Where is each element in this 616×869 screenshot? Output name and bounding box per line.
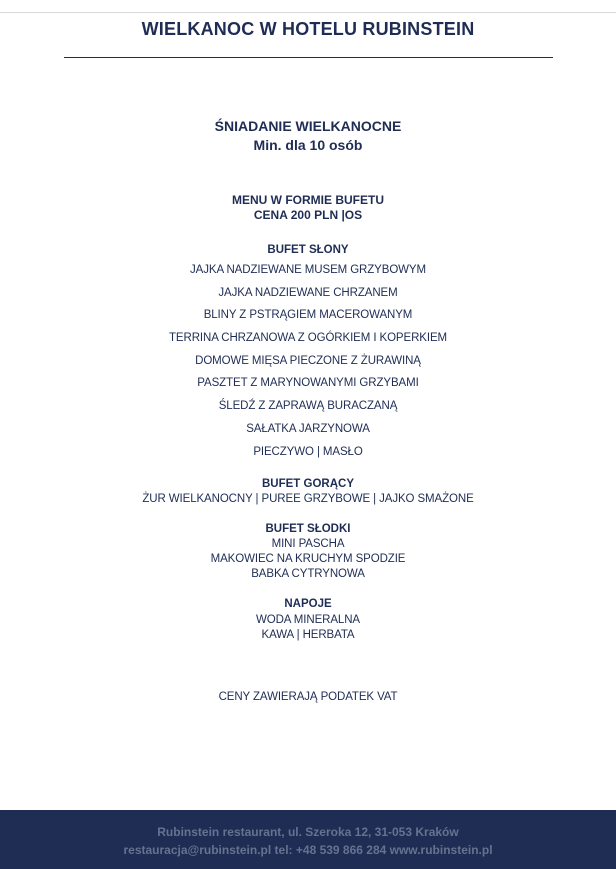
menu-item: BABKA CYTRYNOWA — [251, 568, 365, 580]
menu-item: DOMOWE MIĘSA PIECZONE Z ŻURAWINĄ — [195, 355, 421, 367]
menu-form-label: MENU W FORMIE BUFETU — [232, 193, 384, 207]
page-title: WIELKANOC W HOTELU RUBINSTEIN — [141, 19, 475, 39]
buffet-sweet-heading: BUFET SŁODKI — [265, 523, 351, 535]
footer-address: Rubinstein restaurant, ul. Szeroka 12, 31-053 Kraków — [157, 825, 459, 839]
menu-item: JAJKA NADZIEWANE MUSEM GRZYBOWYM — [190, 264, 426, 276]
menu-item: PIECZYWO | MASŁO — [253, 446, 363, 458]
menu-item: SAŁATKA JARZYNOWA — [246, 423, 370, 435]
footer — [0, 810, 616, 869]
menu-item: WODA MINERALNA — [255, 614, 361, 626]
menu-item: KAWA | HERBATA — [261, 629, 355, 641]
footer-contact: restauracja@rubinstein.pl tel: +48 539 866 284 www.rubinstein.pl — [123, 843, 493, 857]
menu-item: TERRINA CHRZANOWA Z OGÓRKIEM I KOPERKIEM — [169, 332, 447, 344]
menu-item: JAJKA NADZIEWANE CHRZANEM — [218, 287, 398, 299]
buffet-salty-heading: BUFET SŁONY — [267, 244, 349, 256]
top-divider — [0, 12, 616, 13]
menu-item: ŚLEDŹ Z ZAPRAWĄ BURACZANĄ — [218, 400, 398, 412]
drinks-heading: NAPOJE — [284, 598, 332, 610]
breakfast-subtitle: Min. dla 10 osób — [253, 137, 363, 153]
menu-price-label: CENA 200 PLN |OS — [253, 208, 363, 222]
menu-item: MAKOWIEC NA KRUCHYM SPODZIE — [210, 553, 406, 565]
menu-item: MINI PASCHA — [271, 538, 345, 550]
buffet-hot-heading: BUFET GORĄCY — [262, 478, 354, 490]
menu-item: BLINY Z PSTRĄGIEM MACEROWANYM — [203, 309, 413, 321]
menu-item: ŻUR WIELKANOCNY | PUREE GRZYBOWE | JAJKO SMAŻONE — [142, 493, 474, 505]
vat-note: CENY ZAWIERAJĄ PODATEK VAT — [218, 691, 398, 703]
title-underline — [64, 57, 553, 58]
breakfast-title: ŚNIADANIE WIELKANOCNE — [214, 118, 402, 134]
menu-item: PASZTET Z MARYNOWANYMI GRZYBAMI — [197, 377, 419, 389]
